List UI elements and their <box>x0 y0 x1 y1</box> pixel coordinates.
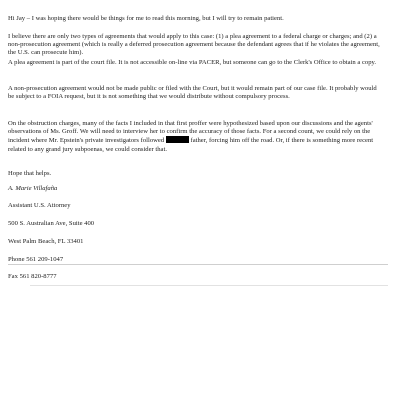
signature-title: Assistant U.S. Attorney <box>8 202 71 209</box>
agreement-types-paragraph: I believe there are only two types of agreements that would apply to this case: (1) a plea agreement to a federal charge or charges; and (2) a non-prosecution agreement (which is really a deferred prosecution agreement because the defendant agrees that if he violates the agreement, the U.S. can prosecute him). <box>8 33 380 57</box>
redaction-box <box>166 136 189 143</box>
plea-agreement-paragraph: A plea agreement is part of the court file. It is not accessible on-line via PACER, but someone can go to the Clerk's Office to obtain a copy. <box>8 59 377 66</box>
divider-line <box>8 264 388 265</box>
phone-line: Phone 561 209-1047 <box>8 256 64 263</box>
fax-line: Fax 561 820-8777 <box>8 273 57 280</box>
address-line-2: West Palm Beach, FL 33401 <box>8 238 84 245</box>
obstruction-text-after: father, forcing him off the road. Or, if there is something more recent related to any grand jury subpoenas, we could consider that. <box>8 137 374 153</box>
obstruction-paragraph <box>8 120 380 154</box>
signature-name: A. Marie Villafaña <box>8 185 58 192</box>
non-prosecution-paragraph: A non-prosecution agreement would not be made public or filed with the Court, but it would remain part of our case file. It probably would be subject to a FOIA request, but it is not something that we would distribute without compulsory process. <box>8 85 377 101</box>
address-line-1: 500 S. Australian Ave, Suite 400 <box>8 220 95 227</box>
closing-line: Hope that helps. <box>8 170 52 177</box>
greeting-paragraph: Hi Jay – I was hoping there would be things for me to read this morning, but I will try to remain patient. <box>8 15 284 22</box>
divider-line-2 <box>30 285 388 286</box>
obstruction-text-before: On the obstruction charges, many of the facts I included in that first proffer were hypothesized based upon our discussions and the agents' observations of Ms. Groff. We will need to interview her to confirm the accuracy of those facts. For a second count, we could rely on the incident where Mr. Epstein's private investigators followed <box>8 120 373 145</box>
